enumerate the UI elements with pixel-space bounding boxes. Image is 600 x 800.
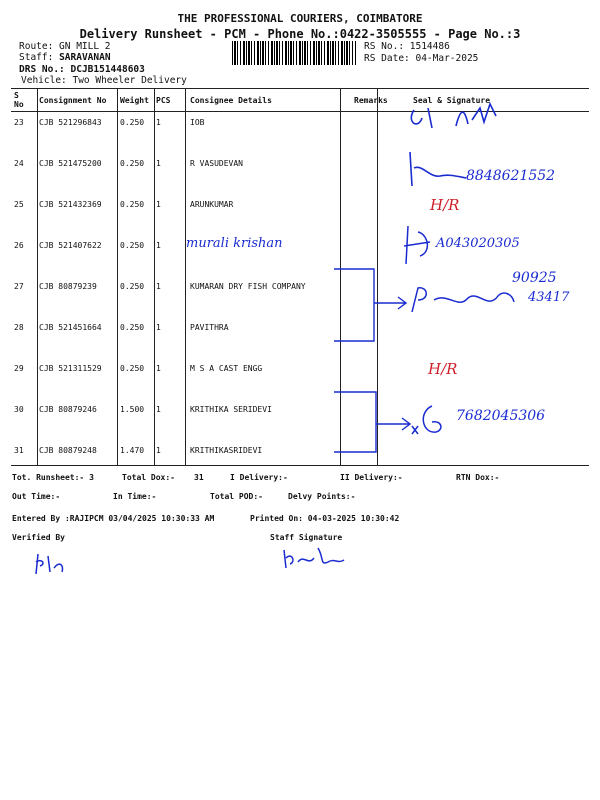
col-weight: Weight bbox=[117, 89, 153, 112]
drs-line bbox=[19, 64, 145, 75]
cell-consignee: R VASUDEVAN bbox=[190, 159, 243, 168]
total-runsheet: Tot. Runsheet:- 3 bbox=[12, 473, 94, 482]
cell-consignment: CJB 521296843 bbox=[39, 118, 102, 127]
cell-weight: 0.250 bbox=[120, 241, 145, 250]
total-dox-value: 31 bbox=[194, 473, 204, 482]
table-row bbox=[11, 194, 589, 235]
company-title: THE PROFESSIONAL COURIERS, COIMBATORE bbox=[177, 12, 423, 25]
cell-consignee: KRITHIKASRIDEVI bbox=[190, 446, 263, 455]
cell-sno: 30 bbox=[14, 405, 24, 414]
cell-sno: 28 bbox=[14, 323, 24, 332]
bracket-arrow bbox=[330, 265, 410, 345]
cell-pcs: 1 bbox=[156, 118, 161, 127]
verified-signature bbox=[32, 548, 72, 578]
rs-date: RS Date: 04-Mar-2025 bbox=[364, 53, 479, 64]
table-row bbox=[11, 317, 589, 358]
staff-line bbox=[19, 52, 111, 63]
cell-consignment: CJB 521451664 bbox=[39, 323, 102, 332]
cell-sno: 26 bbox=[14, 241, 24, 250]
cell-consignee: ARUNKUMAR bbox=[190, 200, 234, 209]
cell-sno: 24 bbox=[14, 159, 24, 168]
col-sno: S No bbox=[11, 89, 36, 112]
cell-pcs: 1 bbox=[156, 405, 161, 414]
staff-label: Staff: bbox=[19, 52, 54, 63]
signature-scribble bbox=[408, 282, 518, 318]
cell-sno: 29 bbox=[14, 364, 24, 373]
signature-scribble bbox=[398, 100, 508, 140]
cell-sno: 27 bbox=[14, 282, 24, 291]
table-row bbox=[11, 440, 589, 481]
cell-consignment: CJB 521311529 bbox=[39, 364, 102, 373]
cell-pcs: 1 bbox=[156, 323, 161, 332]
in-time: In Time:- bbox=[113, 492, 157, 501]
cell-weight: 0.250 bbox=[120, 323, 145, 332]
signature-scribble bbox=[408, 402, 448, 442]
column-divider bbox=[37, 88, 38, 465]
col-pcs: PCS bbox=[153, 89, 187, 112]
cell-pcs: 1 bbox=[156, 446, 161, 455]
cell-consignee: PAVITHRA bbox=[190, 323, 229, 332]
ii-delivery: II Delivery:- bbox=[340, 473, 403, 482]
col-signature: Seal & Signature bbox=[389, 89, 589, 112]
column-divider bbox=[117, 88, 118, 465]
runsheet-subtitle: Delivery Runsheet - PCM - Phone No.:0422-3505555 - Page No.:3 bbox=[79, 27, 521, 41]
col-consignee: Consignee Details bbox=[187, 89, 351, 112]
delvy-points: Delvy Points:- bbox=[288, 492, 356, 501]
cell-weight: 0.250 bbox=[120, 159, 145, 168]
cell-pcs: 1 bbox=[156, 282, 161, 291]
cell-weight: 0.250 bbox=[120, 282, 145, 291]
total-pod: Total POD:- bbox=[210, 492, 263, 501]
cell-weight: 0.250 bbox=[120, 364, 145, 373]
barcode-image bbox=[232, 41, 356, 65]
cell-consignment: CJB 80879248 bbox=[39, 446, 97, 455]
cell-sno: 31 bbox=[14, 446, 24, 455]
cell-remarks bbox=[351, 112, 389, 154]
handwritten-name-26: murali krishan bbox=[186, 236, 283, 251]
printed-on: Printed On: 04-03-2025 10:30:42 bbox=[250, 514, 400, 523]
handwritten-number-28b: 43417 bbox=[528, 290, 570, 305]
staff-signature bbox=[280, 544, 350, 574]
cell-weight: 1.470 bbox=[120, 446, 145, 455]
out-time: Out Time:- bbox=[12, 492, 61, 501]
cell-consignee: IOB bbox=[190, 118, 205, 127]
cell-weight: 0.250 bbox=[120, 200, 145, 209]
cell-consignment: CJB 521432369 bbox=[39, 200, 102, 209]
col-remarks: Remarks bbox=[351, 89, 389, 112]
col-consignment: Consignment No bbox=[36, 89, 117, 112]
cell-remarks bbox=[351, 153, 389, 194]
cell-pcs: 1 bbox=[156, 241, 161, 250]
rtn-dox: RTN Dox:- bbox=[456, 473, 500, 482]
table-row bbox=[11, 358, 589, 399]
table-bottom-border bbox=[11, 465, 589, 466]
bracket-arrow bbox=[330, 388, 420, 458]
verified-by-label: Verified By bbox=[12, 533, 65, 542]
signature-scribble bbox=[400, 148, 470, 190]
handwritten-number-28a: 90925 bbox=[512, 270, 557, 286]
entered-by: Entered By :RAJIPCM 03/04/2025 10:30:33 AM bbox=[12, 514, 215, 523]
total-dox-label: Total Dox:- bbox=[122, 473, 175, 482]
handwritten-hr-29: H/R bbox=[428, 360, 458, 378]
staff-signature-label: Staff Signature bbox=[270, 533, 343, 542]
cell-sno: 25 bbox=[14, 200, 24, 209]
drs-value: DCJB151448603 bbox=[70, 64, 145, 75]
cell-consignee: M S A CAST ENGG bbox=[190, 364, 263, 373]
cell-weight: 0.250 bbox=[120, 118, 145, 127]
handwritten-phone-26: A043020305 bbox=[436, 236, 520, 251]
handwritten-phone-24: 8848621552 bbox=[466, 168, 556, 184]
cell-remarks bbox=[351, 194, 389, 235]
cell-pcs: 1 bbox=[156, 159, 161, 168]
column-divider bbox=[185, 88, 186, 465]
cell-weight: 1.500 bbox=[120, 405, 145, 414]
handwritten-phone-30: 7682045306 bbox=[456, 408, 546, 424]
i-delivery: I Delivery:- bbox=[230, 473, 288, 482]
vehicle-text: Vehicle: Two Wheeler Delivery bbox=[21, 75, 187, 86]
cell-sno: 23 bbox=[14, 118, 24, 127]
cell-pcs: 1 bbox=[156, 364, 161, 373]
handwritten-hr-25: H/R bbox=[430, 196, 460, 214]
cell-consignee: KUMARAN DRY FISH COMPANY bbox=[190, 282, 306, 291]
cell-consignment: CJB 80879239 bbox=[39, 282, 97, 291]
cell-pcs: 1 bbox=[156, 200, 161, 209]
cell-consignment: CJB 521475200 bbox=[39, 159, 102, 168]
route-text: Route: GN MILL 2 bbox=[19, 41, 111, 52]
drs-label: DRS No.: bbox=[19, 64, 65, 75]
cell-consignee: KRITHIKA SERIDEVI bbox=[190, 405, 272, 414]
rs-number: RS No.: 1514486 bbox=[364, 41, 450, 52]
cell-consignment: CJB 80879246 bbox=[39, 405, 97, 414]
column-divider bbox=[154, 88, 155, 465]
staff-value: SARAVANAN bbox=[59, 52, 111, 63]
cell-signature bbox=[389, 317, 589, 358]
cell-consignment: CJB 521407622 bbox=[39, 241, 102, 250]
signature-scribble bbox=[400, 222, 440, 268]
